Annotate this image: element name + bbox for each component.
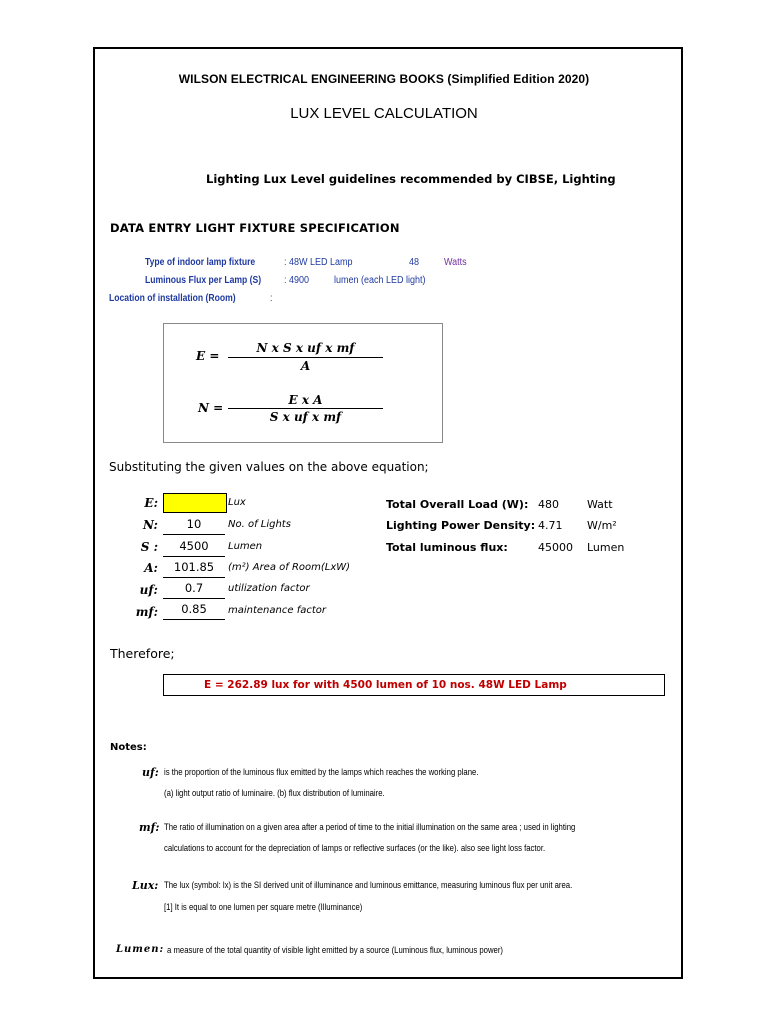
- note-mf-term: mf:: [139, 821, 160, 834]
- luminous-flux-value: 45000: [538, 541, 573, 554]
- var-a-desc: (m²) Area of Room(LxW): [228, 562, 351, 573]
- lumen-field[interactable]: 4500: [163, 537, 225, 557]
- lamp-type-label: Type of indoor lamp fixture: [145, 257, 256, 268]
- formula-n-lhs: N =: [198, 401, 224, 415]
- formula-n-numerator: E x A: [288, 393, 323, 407]
- power-density-value: 4.71: [538, 519, 563, 532]
- formula-n-denominator: S x uf x mf: [269, 410, 342, 424]
- note-lumen-line1: a measure of the total quantity of visible light emitted by a source (Luminous flux, luminous power): [167, 945, 504, 955]
- var-a-symbol: A:: [144, 561, 158, 575]
- var-uf-desc: utilization factor: [228, 583, 310, 594]
- note-mf-line2: calculations to account for the depreciation of lamps or reflective surfaces (or the like). also see light loss factor.: [164, 843, 546, 853]
- power-density-unit: W/m²: [587, 519, 617, 532]
- location-value: :: [270, 293, 273, 304]
- formula-n-bar: [228, 408, 383, 409]
- power-density-label: Lighting Power Density:: [386, 519, 536, 532]
- formula-e-bar: [228, 357, 383, 358]
- var-s-desc: Lumen: [228, 541, 263, 552]
- var-e-desc: Lux: [228, 497, 246, 508]
- note-lux-line1: The lux (symbol: lx) is the SI derived unit of illuminance and luminous emittance, measuring luminous flux per unit area.: [164, 880, 573, 890]
- guideline-text: Lighting Lux Level guidelines recommended by CIBSE, Lighting: [206, 172, 616, 186]
- formula-e-numerator: N x S x uf x mf: [256, 341, 355, 355]
- var-mf-symbol: mf:: [135, 605, 158, 619]
- luminous-flux-label: Total luminous flux:: [386, 541, 508, 554]
- publisher-heading: WILSON ELECTRICAL ENGINEERING BOOKS (Simplified Edition 2020): [178, 72, 590, 86]
- luminous-flux-unit: Lumen: [587, 541, 625, 554]
- total-load-unit: Watt: [587, 498, 613, 511]
- note-mf-line1: The ratio of illumination on a given area after a period of time to the initial illumination on the same area ; used in lighting: [164, 822, 576, 832]
- result-line: E = 262.89 lux for with 4500 lumen of 10 nos. 48W LED Lamp: [204, 679, 567, 691]
- var-n-desc: No. of Lights: [228, 519, 291, 530]
- note-uf-line1: is the proportion of the luminous flux emitted by the lamps which reaches the working plane.: [164, 767, 479, 777]
- note-lumen-term: Lumen:: [116, 944, 165, 955]
- var-n-symbol: N:: [143, 518, 158, 532]
- area-field[interactable]: 101.85: [163, 558, 225, 578]
- lamp-watts-value: 48: [409, 257, 420, 268]
- var-mf-desc: maintenance factor: [228, 605, 326, 616]
- note-lux-line2: [1] It is equal to one lumen per square metre (Illuminance): [164, 902, 363, 912]
- mf-field[interactable]: 0.85: [163, 600, 225, 620]
- formula-e-denominator: A: [300, 359, 311, 373]
- var-e-symbol: E:: [144, 496, 158, 510]
- spec-heading: DATA ENTRY LIGHT FIXTURE SPECIFICATION: [110, 221, 400, 235]
- page-title: LUX LEVEL CALCULATION: [290, 105, 478, 122]
- note-uf-term: uf:: [142, 766, 159, 779]
- lights-count-field[interactable]: 10: [163, 515, 225, 535]
- lamp-watts-unit: Watts: [444, 257, 467, 268]
- var-uf-symbol: uf:: [139, 583, 158, 597]
- total-load-label: Total Overall Load (W):: [386, 498, 529, 511]
- lamp-type-value: : 48W LED Lamp: [284, 257, 353, 268]
- note-lux-term: Lux:: [132, 879, 159, 892]
- substitute-text: Substituting the given values on the above equation;: [109, 460, 429, 474]
- therefore-text: Therefore;: [110, 646, 175, 661]
- page-frame: [93, 47, 683, 979]
- flux-unit: lumen (each LED light): [334, 275, 426, 286]
- lux-input[interactable]: [163, 493, 227, 513]
- formula-e-lhs: E =: [196, 349, 220, 363]
- flux-value: : 4900: [284, 275, 310, 286]
- result-box: [163, 674, 665, 696]
- var-s-symbol: S :: [140, 540, 158, 554]
- note-uf-line2: (a) light output ratio of luminaire. (b) flux distribution of luminaire.: [164, 788, 385, 798]
- location-label: Location of installation (Room): [109, 293, 236, 304]
- uf-field[interactable]: 0.7: [163, 579, 225, 599]
- notes-heading: Notes:: [110, 742, 147, 753]
- total-load-value: 480: [538, 498, 559, 511]
- flux-label: Luminous Flux per Lamp (S): [145, 275, 262, 286]
